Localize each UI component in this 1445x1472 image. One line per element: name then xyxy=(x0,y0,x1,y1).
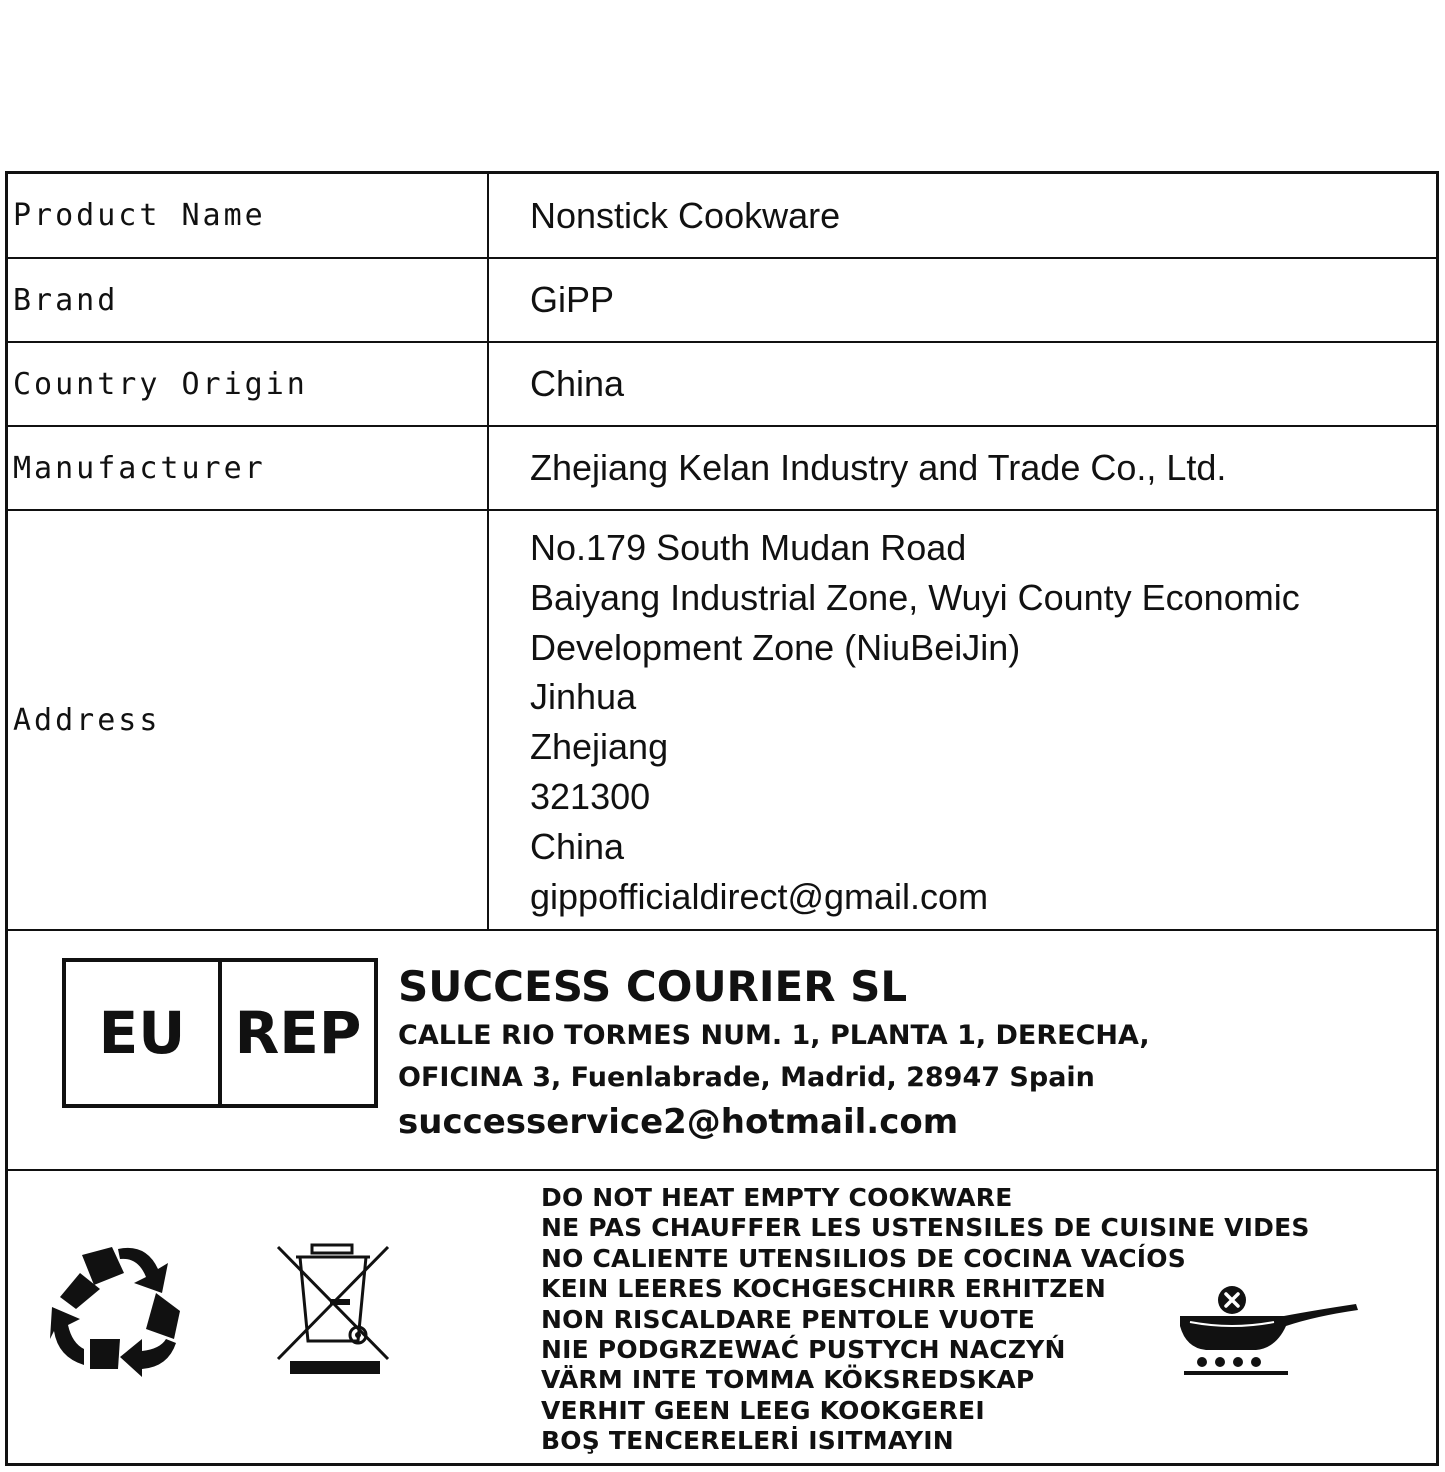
brand-row xyxy=(8,259,1436,343)
address-line-zone: Baiyang Industrial Zone, Wuyi County Economic xyxy=(530,576,1300,618)
warning-line: VERHIT GEEN LEEG KOOKGEREI xyxy=(541,1395,985,1425)
eu-rep-company: SUCCESS COURIER SL xyxy=(398,962,908,1011)
eu-rep-address-line-2: OFICINA 3, Fuenlabrade, Madrid, 28947 Spain xyxy=(398,1062,1095,1093)
eu-rep-email: successervice2@hotmail.com xyxy=(398,1102,959,1142)
address-line-city: Jinhua xyxy=(530,676,637,718)
address-line-development-zone: Development Zone (NiuBeiJin) xyxy=(530,626,1021,668)
product-name-label: Product Name xyxy=(8,174,489,257)
eu-rep-address-line-1: CALLE RIO TORMES NUM. 1, PLANTA 1, DERECHA, xyxy=(398,1020,1150,1051)
address-label: Address xyxy=(8,511,489,929)
eu-rep-badge-rep: REP xyxy=(218,962,374,1104)
address-line-province: Zhejiang xyxy=(530,726,669,768)
country-origin-label: Country Origin xyxy=(8,343,489,425)
manufacturer-value: Zhejiang Kelan Industry and Trade Co., Ltd. xyxy=(530,447,1227,488)
product-name-row xyxy=(8,174,1436,259)
symbols-section xyxy=(8,1171,1436,1466)
warning-line: DO NOT HEAT EMPTY COOKWARE xyxy=(541,1183,1013,1212)
warning-line: NIE PODGRZEWAĆ PUSTYCH NACZYŃ xyxy=(541,1334,1066,1364)
warning-list xyxy=(541,1183,1310,1457)
warning-line: KEIN LEERES KOCHGESCHIRR ERHITZEN xyxy=(541,1274,1106,1304)
manufacturer-label: Manufacturer xyxy=(8,427,489,509)
warning-line: NON RISCALDARE PENTOLE VUOTE xyxy=(541,1304,1036,1334)
address-line-street: No.179 South Mudan Road xyxy=(530,527,967,568)
eu-rep-section xyxy=(8,931,1436,1171)
country-origin-row xyxy=(8,343,1436,427)
brand-label: Brand xyxy=(8,259,489,341)
warning-line: BOŞ TENCERELERİ ISITMAYIN xyxy=(541,1426,954,1456)
eu-rep-badge xyxy=(62,958,378,1108)
eu-rep-info xyxy=(398,959,1150,1145)
warning-line: NO CALIENTE UTENSILIOS DE COCINA VACÍOS xyxy=(541,1243,1186,1273)
product-label xyxy=(5,171,1439,1466)
address-line-email: gippofficialdirect@gmail.com xyxy=(530,875,989,917)
address-line-postcode: 321300 xyxy=(530,775,651,817)
warning-line: VÄRM INTE TOMMA KÖKSREDSKAP xyxy=(541,1365,1035,1395)
country-origin-value: China xyxy=(530,363,625,404)
eu-rep-badge-eu: EU xyxy=(98,999,186,1067)
crossed-out-bin-icon xyxy=(274,1243,392,1379)
address-value xyxy=(491,511,1436,929)
address-row xyxy=(8,511,1436,931)
address-line-country: China xyxy=(530,825,625,867)
warning-line: NE PAS CHAUFFER LES USTENSILES DE CUISINE VIDES xyxy=(541,1213,1310,1243)
recycle-icon xyxy=(50,1243,190,1377)
manufacturer-row xyxy=(8,427,1436,511)
product-name-value: Nonstick Cookware xyxy=(530,194,841,236)
brand-value: GiPP xyxy=(530,279,615,320)
